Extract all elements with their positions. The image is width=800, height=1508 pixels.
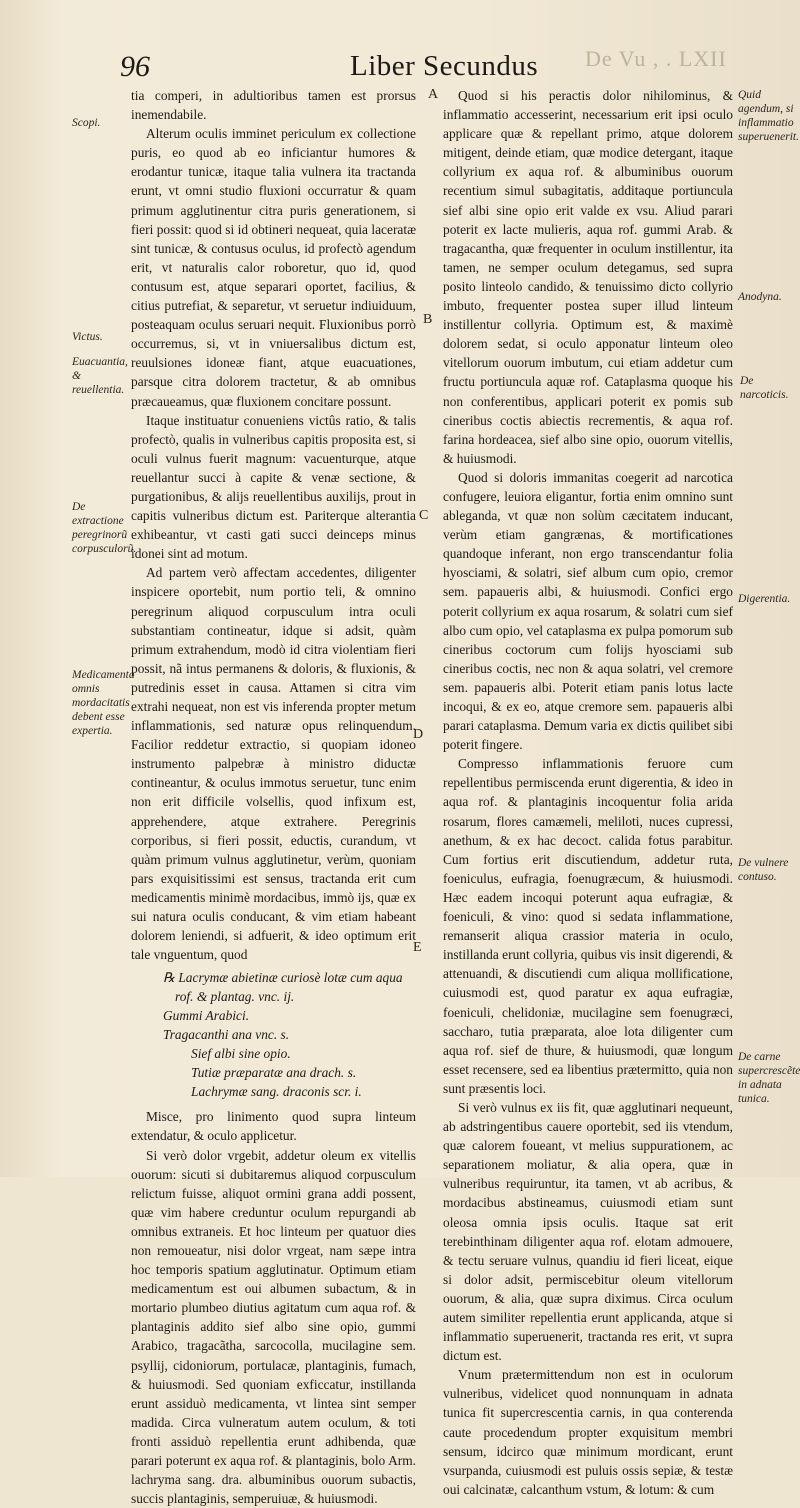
margin-note: Digerentia.	[738, 592, 796, 606]
section-letter: B	[423, 312, 432, 328]
recipe-line: Gummi Arabici.	[163, 1006, 416, 1025]
paragraph: Compresso inflammationis feruore cum repellentibus permiscenda erunt digerentia, & ideo in aqua rof. & plantaginis incoquentur folia arida rosarum, flores camæmeli, meliloti, nuces cupressi, anethum, & ex hac decoct. calida fotus parabitur. Cum fortius erit discutiendum, addetur ruta, foeniculus, eufragia, foenugræcum, & huiusmodi. Hæc eadem incoqui poterunt aqua eufragiæ, & foeniculi, & vino: quod si sedata inflammatione, remanserit aliqua crassior materia in oculo, instillanda erunt collyria, quibus vis insit digerendi, & attenuandi, & discutiendi cum aliqua mollificatione, cuiusmodi est, quod paratur ex aqua eufragiæ, foeniculi, chelidoniæ, mucilagine sem foenugræci, saccharo, tutia præparata, aloe lota diligenter cum aqua rof. sief de thure, & huiusmodi, quæ longum esset recensere, sed ea libentius prætermitto, quia non sunt præsentis loci.	[443, 754, 733, 1098]
paragraph: Quod si doloris immanitas coegerit ad narcotica confugere, leuiora eligantur, fortia enim omnino sunt ableganda, vt quæ non solùm cæcitatem inducant, verùm etiam gangrænas, & mortificationes quandoque inferant, non ergo transcendantur folia hyosciami, & solatri, sief album cum opio, cremor sem. papaueris albi, & huiusmodi. Confici ergo poterit collyrium ex aqua rosarum, & solatri cum sief albo cum opio, vel cataplasma ex pulpa pomorum sub cineribus coctorum cum folijs hyosciami sub cineribus coctis, nec non & aqua solatri, vel cremore sem. papaueris albi. Poterit etiam panis lotus lacte incoqui, & ex eo, atque cremore sem. papaueris albi parari cataplasma. Demum varia ex dictis quilibet sibi poterit fingere.	[443, 468, 733, 754]
paragraph: tia comperi, in adultioribus tamen est prorsus inemendabile.	[131, 86, 416, 124]
paragraph: Alterum oculis imminet periculum ex collectione puris, eo quod ab eo inficiantur humores & erodantur tunicæ, itaque talia vulnera ita tractanda erunt, vt omni studio fluxioni occurratur & quam primum agglutinentur citra puris generationem, si fieri possit: quod si id obtineri nequeat, quia laceratæ sint tunicæ, & contusus oculus, id profectò agendum erit, vt naturalis calor roboretur, quo id, quod contusum est, atque separari oportet, facilius, & citius putrefiat, & separetur, vt seruetur indiuiduum, posteaquam oculus seruari nequit. Fluxionibus porrò occurremus, si, vt in vniuersalibus dictum est, reuulsiones idoneæ fiant, atque euacuationes, parsque citra dolorem tractetur, & ab omnibus præcaueamus, quæ fluxionem concitare possunt.	[131, 124, 416, 410]
paragraph: Ad partem verò affectam accedentes, diligenter inspicere oportebit, num portio teli, & omnino peregrinum aliquod corpusculum intra oculi substantiam contineatur, idque si adsit, quàm primum extrahendum, modò id citra violentiam fieri possit, nã intus permanens & doloris, & fluxionis, & putredinis esset in causa. Attamen si citra vim extrahi nequeat, non est vis inferenda propter metum inflammationis, sed naturæ opus relinquendum. Facilior reddetur extractio, si quopiam idoneo instrumento palpebræ à ministro diductæ contineantur, & oculus immotus seruetur, tunc enim non erit difficile volsellis, quod infixum est, apprehendere, atque extrahere. Peregrinis corporibus, si fieri possit, eductis, curandum, vt quàm primum vulnus agglutinetur, verùm, quoniam pars exquisitissimi est sensus, tractanda erit cum medicamentis minimè mordacibus, immò ijs, quæ ex sui natura oculis conducant, & vim etiam habeant dolorem leniendi, si adfuerit, & ideo optimum erit tale vnguentum, quod	[131, 563, 416, 964]
paragraph: Vnum prætermittendum non est in oculorum vulneribus, videlicet quod nonnunquam in adnata tunica fit supercrescentia carnis, in qua conterenda caute procedendum propter exquisitum membri sensum, idcirco quæ minimum mordicant, erunt vsurpanda, cuiusmodi est puluis ossis sepiæ, & testæ oui calcinatæ, calcanthum vstum, & lotum: & cum	[443, 1365, 733, 1499]
recipe-line: ℞ Lacrymæ abietinæ curiosè lotæ cum aqua	[163, 968, 416, 987]
left-text-column	[131, 86, 416, 1508]
page-number: 96	[120, 50, 150, 84]
show-through-text: De Vu , . LXII	[585, 46, 727, 72]
margin-note: De narcoticis.	[740, 374, 796, 402]
margin-note: De extractione peregrinorũ corpusculorũ.	[72, 500, 130, 556]
recipe-block	[163, 968, 416, 1101]
paragraph: Si verò vulnus ex iis fit, quæ agglutinari nequeunt, ab adstringentibus cauere oportebit, sed iis vtendum, quæ calorem foueant, vt melius suppurationem, ac separationem moliatur, & alia opera, quæ in vulneribus requiruntur, ita tamen, vt ab acribus, & mordacibus abstineamus, cuiusmodi etiam sunt oleosa omnia ipsis oculis. Itaque sat erit terebinthinam diligenter aqua rof. elotam admouere, & tectu seruare vulnus, quandiu id fieri liceat, eique si dolor adsit, permiscebitur oleum vitellorum ouorum, & alia, quæ supra diximus. Circa oculum autem similiter repellentia erunt applicanda, atque si inflammatio superuenerit, tractanda res erit, vt supra dictum est.	[443, 1098, 733, 1365]
running-title: Liber Secundus	[350, 50, 538, 83]
margin-note: De carne supercrescẽte in adnata tunica.	[738, 1050, 796, 1106]
recipe-line: Sief albi sine opio.	[163, 1044, 416, 1063]
paragraph: Misce, pro linimento quod supra linteum extendatur, & oculo applicetur.	[131, 1107, 416, 1145]
margin-note: Medicamenta omnis mordacitatis debent esse expertia.	[72, 668, 130, 738]
recipe-line: Lachrymæ sang. draconis scr. i.	[163, 1082, 416, 1101]
recipe-line: Tutiæ præparatæ ana drach. s.	[163, 1063, 416, 1082]
margin-note: Anodyna.	[738, 290, 796, 304]
margin-note: Quid agendum, si inflammatio superuenerit.	[738, 88, 796, 144]
right-text-column	[443, 86, 733, 1499]
margin-note: Victus.	[72, 330, 127, 344]
paragraph: Quod si his peractis dolor nihilominus, & inflammatio accesserint, necessarium erit ipsi oculo applicare quæ & repellant primo, atque dolorem mitigent, deinde etiam, quæ modice detergant, itaque collyrium ex aqua rof. & albuminibus ouorum recentium simul subagitatis, additaque portiuncula sief albi sine opio erit valde ex vsu. Aliud parari poterit ex lacte mulieris, aqua rof. gummi Arab. & tragacantha, quæ frequenter in oculum instillentur, ita tamen, ne semper oculum detegamus, sed supra posito linteolo candido, & tenuissimo dicto collyrio imbuto, frequenter postea super illud linteum instillentur collyria. Optimum est, & maximè dolorem sedat, si oculo apponatur linteum oleo vitellorum ouorum imbutum, cui etiam addetur cum fructu portiuncula aquæ rof. Cataplasma quoque his non conferentibus, applicari poterit ex pomis sub cineribus coctis abiectis recrementis, & aqua rof. farina hordeacea, sief albo sine opio, ouorum vitellis, & huiusmodi.	[443, 86, 733, 468]
section-letter: D	[413, 727, 423, 743]
paragraph: Itaque instituatur conueniens victûs ratio, & talis profectò, qualis in vulneribus capitis proposita est, si oculi vulnus fuerit magnum: vacuenturque, atque reuellantur succi à capite & venæ sectione, & purgationibus, & alijs reuellentibus auxilijs, prout in capitis vulneribus dictum est. Pariterque alterantia exhibeantur, vt casti gati succi deinceps minus idonei sint ad motum.	[131, 411, 416, 564]
section-letter: C	[419, 508, 428, 524]
margin-note: De vulnere contuso.	[738, 856, 796, 884]
recipe-line: Tragacanthi ana vnc. s.	[163, 1025, 416, 1044]
recipe-line: rof. & plantag. vnc. ij.	[163, 987, 416, 1006]
margin-note: Scopi.	[72, 116, 127, 130]
section-letter: A	[428, 87, 438, 103]
section-letter: E	[413, 940, 422, 956]
paragraph: Si verò dolor vrgebit, addetur oleum ex vitellis ouorum: sicuti si dubitaremus aliquod corpusculum relictum fuisse, aliquot ormini grana addi possent, quæ vim habere creduntur oculum repurgandi ab omnibus extraneis. Et hoc linteum per quatuor dies non remoueatur, nisi dolor vrgeat, nam sæpe intra hoc temporis spatium agglutinatur. Optimum etiam medicamentum est oui albumen subactum, & in mortario plumbeo diutius agitatum cum aqua rof. & plantaginis addito sief albo sine opio, gummi Arabico, tragacãtha, sarcocolla, mucilagine sem. psyllij, cidoniorum, portulacæ, plantaginis, fumach, & huiusmodi. Sed quoniam exficcatur, instillanda erunt assiduò medicamenta, vt lintea sint semper madida. Circa vulneratum autem oculum, & toti fronti assiduò repellentia erunt adhibenda, quæ parari poterunt ex aqua rof. & plantaginis, bolo Arm. lachryma sang. dra. albuminibus ouorum subactis, succis plantaginis, semperuiuæ, & huiusmodi.	[131, 1146, 416, 1508]
margin-note: Euacuantia, & reuellentia.	[72, 355, 130, 397]
